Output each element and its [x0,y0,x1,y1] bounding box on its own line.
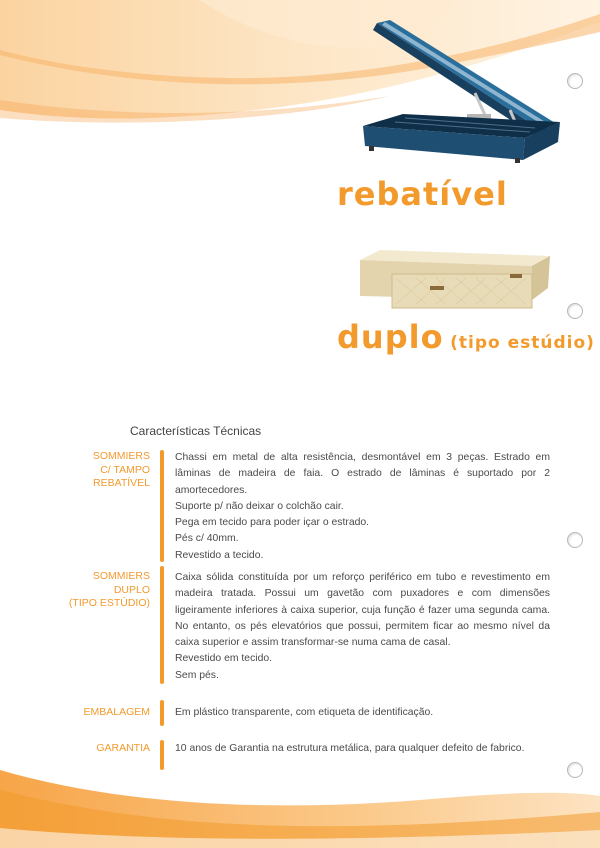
spec-label: SOMMIERS DUPLO (TIPO ESTÚDIO) [68,570,150,609]
spec-label: SOMMIERS C/ TAMPO REBATÍVEL [92,450,150,489]
divider-bar [160,450,164,562]
spec-label: GARANTIA [96,742,150,754]
lift-bed-image [355,18,565,168]
spec-body: Em plástico transparente, com etiqueta de identificação. [175,707,434,718]
binder-hole [567,303,583,319]
binder-hole [567,73,583,89]
section-title: Características Técnicas [130,424,262,438]
product-title-rebativel: rebatível [337,175,508,213]
spec-body: Chassi em metal de alta resistência, desmontável em 3 peças. Estrado em lâminas de madeira de faia. O estrado de lâminas é suportado por 2 amortecedores. Suporte p/ não deixar o colchão cair. Pega em tecido para poder içar o estrado. Pés c/ 40mm. Revestido a tecido. [175,452,550,561]
product-title-duplo-suffix: (tipo estúdio) [450,333,595,353]
binder-hole [567,532,583,548]
spec-label: EMBALAGEM [83,706,150,718]
divider-bar [160,740,164,770]
divider-bar [160,566,164,684]
binder-hole [567,762,583,778]
divider-bar [160,700,164,726]
product-title-duplo: duplo (tipo estúdio) [337,318,595,356]
spec-body: 10 anos de Garantia na estrutura metálica, para qualquer defeito de fabrico. [175,743,525,754]
spec-body: Caixa sólida constituída por um reforço periférico em tubo e revestimento em madeira tratada. Possui um gavetão com puxadores e com dimensões ligeiramente inferiores à caixa superior, cuja função é fazer uma segunda cama. No entanto, os pés elevatórios que possui, permitem ficar ao mesmo nível da caixa superior e assim transformar-se numa cama de casal. Revestido em tecido. Sem pés. [175,572,550,681]
duplo-bed-image [356,248,552,310]
